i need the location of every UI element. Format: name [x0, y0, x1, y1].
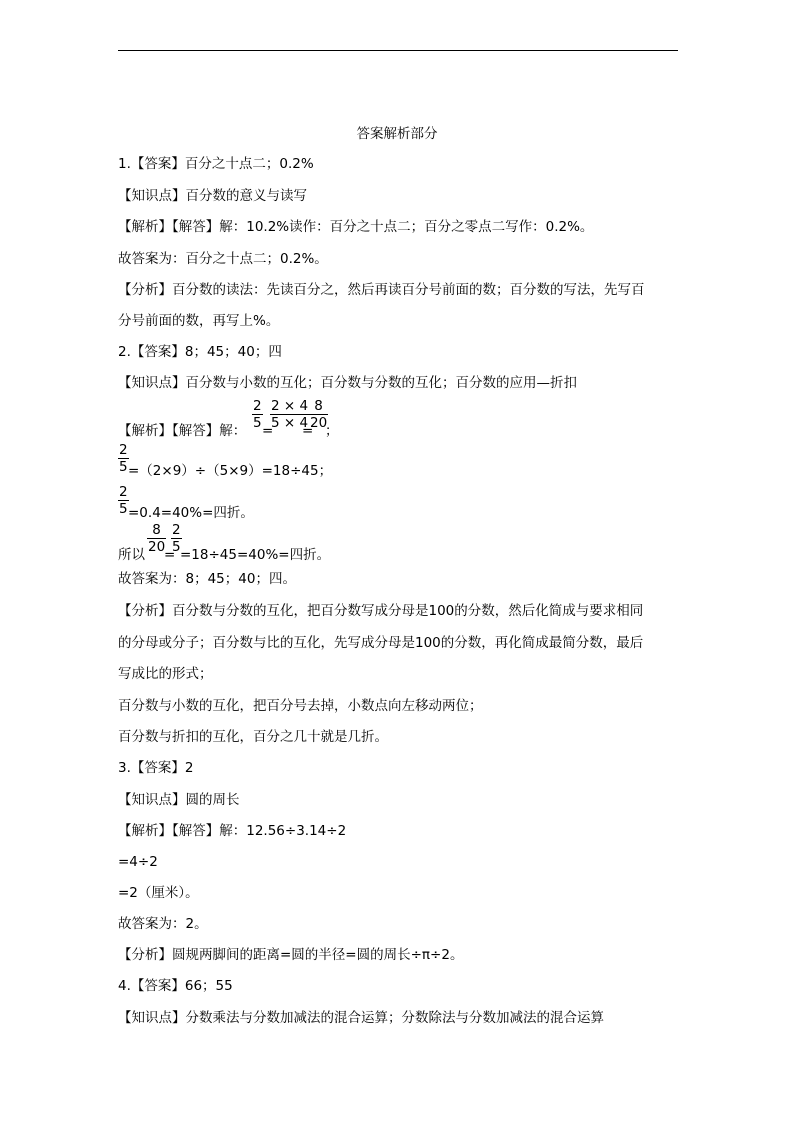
fraction-denominator: 5: [119, 459, 128, 475]
fraction-numerator: 2: [172, 522, 181, 538]
q3-note: 【分析】圆规两脚间的距离=圆的半径=圆的周长÷π÷2。: [118, 947, 464, 963]
fraction-numerator: 8: [309, 398, 328, 415]
q2-note-line-3: 写成比的形式；: [118, 666, 213, 682]
q1-final: 故答案为：百分之十点二；0.2%。: [118, 251, 328, 267]
fraction-numerator: 2 × 4: [271, 398, 309, 414]
q1-answer: 1.【答案】百分之十点二；0.2%: [118, 156, 314, 172]
q2-note-line-4: 百分数与小数的互化，把百分号去掉，小数点向左移动两位；: [118, 698, 483, 714]
header-rule: [118, 50, 678, 51]
fraction-denominator: 5: [253, 415, 262, 431]
equals-sign: =: [262, 423, 274, 439]
q4-answer: 4.【答案】66；55: [118, 978, 233, 994]
q3-step-1: =4÷2: [118, 854, 158, 870]
fraction-denominator: 5: [172, 539, 181, 555]
q1-note-line-2: 分号前面的数，再写上%。: [118, 313, 280, 329]
q2-analysis-prefix: 【解析】【解答】解：: [118, 423, 247, 439]
q3-analysis: 【解析】【解答】解：12.56÷3.14÷2: [118, 823, 347, 839]
fraction-denominator: 5 × 4: [271, 415, 309, 431]
fraction-denominator: 5: [119, 501, 128, 517]
equals-sign: =: [164, 547, 176, 563]
q2-step-line-4: =18÷45=40%=四折。: [180, 547, 331, 563]
q3-knowledge: 【知识点】圆的周长: [118, 792, 240, 808]
q4-knowledge: 【知识点】分数乘法与分数加减法的混合运算；分数除法与分数加减法的混合运算: [118, 1010, 604, 1026]
q2-step-line-3: =0.4=40%=四折。: [128, 505, 254, 521]
q2-note-line-2: 的分母或分子；百分数与比的互化，先写成分母是100的分数，再化简成最简分数，最后: [118, 635, 644, 651]
q2-answer: 2.【答案】8；45；40；四: [118, 344, 282, 360]
q2-fraction-2-5-b: [118, 442, 129, 475]
q1-analysis: 【解析】【解答】解：10.2%读作：百分之十点二；百分之零点二写作：0.2%。: [118, 219, 594, 235]
q3-final: 故答案为：2。: [118, 916, 208, 932]
q2-note-line-5: 百分数与折扣的互化，百分之几十就是几折。: [118, 729, 388, 745]
q2-note-line-1: 【分析】百分数与分数的互化，把百分数写成分母是100的分数，然后化简成与要求相同: [118, 603, 644, 619]
fraction-numerator: 2: [253, 398, 262, 414]
q2-step-line-2: =（2×9）÷（5×9）=18÷45；: [128, 463, 333, 479]
fraction-numerator: 2: [119, 484, 128, 500]
q2-so-prefix: 所以: [118, 547, 145, 563]
fraction-denominator: 20: [310, 415, 328, 431]
equals-sign: =: [302, 423, 314, 439]
fraction-numerator: 8: [147, 522, 166, 539]
q3-step-2: =2（厘米）。: [118, 885, 199, 901]
q1-note-line-1: 【分析】百分数的读法：先读百分之，然后再读百分号前面的数；百分数的写法，先写百: [118, 282, 645, 298]
q2-knowledge: 【知识点】百分数与小数的互化；百分数与分数的互化；百分数的应用—折扣: [118, 375, 577, 391]
semicolon: ；: [325, 423, 339, 439]
q1-knowledge: 【知识点】百分数的意义与读写: [118, 188, 307, 204]
q2-fraction-2-5: [252, 398, 263, 431]
q2-final: 故答案为：8；45；40；四。: [118, 571, 296, 587]
q2-fraction-2-5-c: [118, 484, 129, 517]
fraction-numerator: 2: [119, 442, 128, 458]
page-title: 答案解析部分: [356, 126, 438, 142]
q3-answer: 3.【答案】2: [118, 760, 194, 776]
fraction-denominator: 20: [148, 539, 166, 555]
